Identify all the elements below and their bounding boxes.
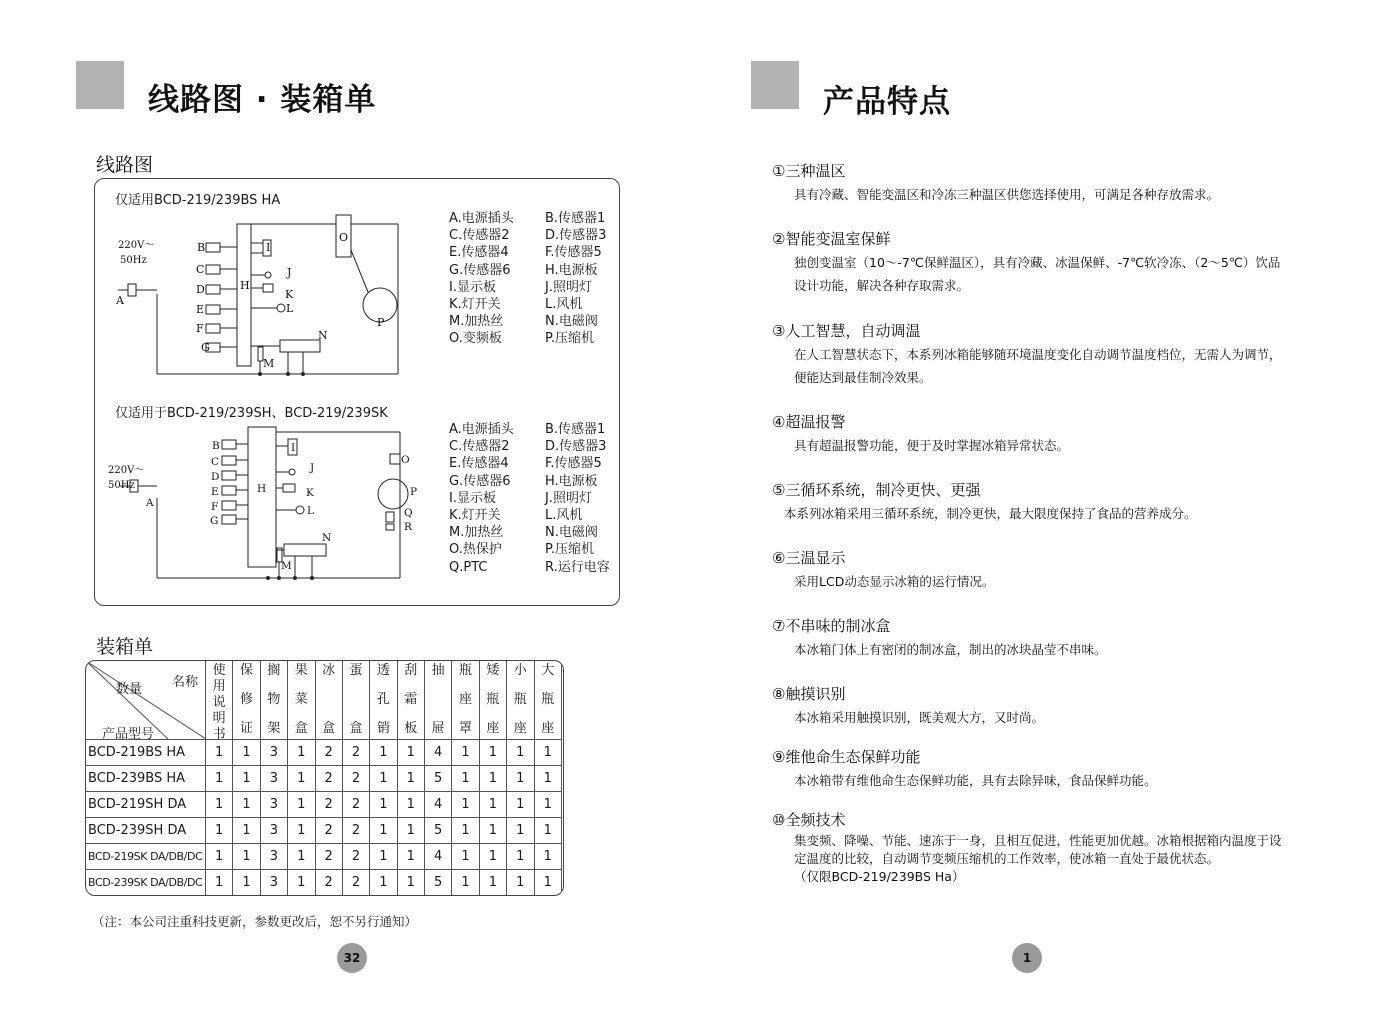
col-header-char: 修 [240, 692, 254, 707]
svg-text:L: L [307, 505, 314, 517]
qty-cell: 1 [206, 740, 233, 766]
col-header-char: 销 [376, 721, 390, 736]
feature-title: ④超温报警 [772, 413, 846, 431]
qty-cell: 2 [342, 818, 369, 844]
qty-cell: 5 [425, 818, 452, 844]
diagram2-voltage: 220V～ [108, 465, 145, 476]
feature-item [772, 411, 1292, 479]
feature-item [772, 683, 1292, 746]
qty-cell: 2 [342, 766, 369, 792]
feature-title: ⑤三循环系统，制冷更快、更强 [772, 481, 981, 499]
qty-cell: 5 [425, 766, 452, 792]
svg-text:G: G [201, 341, 210, 354]
page-title-right: 产品特点 [823, 84, 951, 120]
qty-cell: 2 [342, 792, 369, 818]
compressor-p [378, 479, 408, 509]
qty-cell: 1 [370, 792, 397, 818]
legend-row: O.热保护 P.压缩机 [449, 542, 594, 558]
qty-cell: 1 [507, 870, 534, 896]
svg-text:I: I [266, 241, 271, 254]
packing-table [85, 660, 562, 896]
qty-cell: 1 [534, 766, 562, 792]
qty-cell: 1 [534, 792, 562, 818]
solenoid-n [284, 544, 326, 556]
qty-cell: 2 [315, 844, 342, 870]
qty-cell: 1 [206, 818, 233, 844]
qty-cell: 1 [479, 766, 506, 792]
col-header-char: 使 [212, 663, 226, 678]
col-header-char: 霜 [404, 692, 418, 707]
feature-desc: 在人工智慧状态下，本系列冰箱能够随环境温度变化自动调节温度档位，无需人为调节，便能达到最佳制冷效果。 [794, 347, 1282, 385]
qty-cell: 1 [507, 740, 534, 766]
qty-cell: 1 [534, 740, 562, 766]
col-header-char: 证 [240, 721, 254, 736]
col-header-char: 说 [212, 695, 226, 710]
model-cell: BCD-239BS HA [86, 766, 206, 792]
col-header [397, 661, 424, 740]
qty-cell: 3 [260, 818, 287, 844]
svg-text:M: M [281, 560, 292, 572]
qty-cell: 2 [315, 870, 342, 896]
feature-item [772, 547, 1292, 615]
qty-cell: 1 [370, 766, 397, 792]
col-header-char: 抽 [431, 663, 445, 678]
qty-cell: 1 [397, 870, 424, 896]
svg-text:D: D [196, 283, 205, 296]
legend-row: A.电源插头 B.传感器1 [449, 211, 606, 226]
legend-row: E.传感器4 F.传感器5 [449, 456, 602, 472]
model-cell: BCD-219BS HA [86, 740, 206, 766]
feature-item [772, 320, 1292, 411]
col-header-char: 架 [267, 721, 281, 736]
col-header-char: 用 [212, 679, 226, 694]
qty-cell: 1 [397, 740, 424, 766]
diagram2-legend [449, 421, 610, 576]
feature-desc: 具有超温报警功能，便于及时掌握冰箱异常状态。 [794, 438, 1070, 453]
table-row [86, 870, 562, 896]
col-header [479, 661, 506, 740]
svg-text:A: A [146, 497, 154, 509]
qty-cell: 1 [507, 792, 534, 818]
corner-qty: 数量 [116, 682, 143, 697]
svg-text:F: F [211, 501, 219, 513]
legend-row: E.传感器4 F.传感器5 [449, 245, 602, 261]
col-header-char: 蛋 [349, 663, 363, 678]
feature-desc: 本冰箱门体上有密闭的制冰盒，制出的冰块晶莹不串味。 [794, 642, 1107, 657]
diagram1-applies-to: 仅适用BCD-219/239BS HA [115, 193, 281, 208]
col-header-char: 座 [513, 721, 527, 736]
table-row [86, 792, 562, 818]
wiring-heading: 线路图 [96, 154, 154, 176]
qty-cell: 4 [425, 792, 452, 818]
legend-row: Q.PTC R.运行电容 [449, 559, 610, 575]
model-cell: BCD-239SH DA [86, 818, 206, 844]
qty-cell: 1 [507, 766, 534, 792]
col-header [425, 661, 452, 740]
col-header-char: 座 [486, 721, 500, 736]
qty-cell: 1 [534, 844, 562, 870]
svg-text:P: P [410, 486, 418, 498]
legend-row: G.传感器6 H.电源板 [449, 262, 598, 278]
qty-cell: 1 [288, 844, 315, 870]
qty-cell: 1 [206, 766, 233, 792]
col-header-char: 矮 [486, 663, 500, 678]
qty-cell: 1 [233, 844, 260, 870]
col-header [233, 661, 260, 740]
qty-cell: 1 [288, 740, 315, 766]
capacitor-r [386, 524, 394, 530]
ptc-q [386, 512, 394, 522]
col-header-char: 小 [513, 663, 527, 678]
svg-text:J: J [310, 462, 315, 474]
col-header-char: 搁 [267, 663, 281, 678]
title-block-left [76, 61, 124, 109]
feature-item [772, 615, 1292, 683]
qty-cell: 2 [315, 818, 342, 844]
svg-text:I: I [291, 442, 296, 454]
col-header-char: 座 [541, 721, 555, 736]
svg-text:E: E [196, 303, 205, 316]
diagram1-legend [449, 210, 606, 348]
svg-text:Q: Q [404, 507, 413, 519]
feature-item [772, 809, 1292, 886]
page-number-right: 1 [1012, 943, 1042, 973]
qty-cell: 1 [479, 844, 506, 870]
qty-cell: 2 [315, 766, 342, 792]
qty-cell: 4 [425, 844, 452, 870]
qty-cell: 1 [206, 844, 233, 870]
qty-cell: 2 [315, 740, 342, 766]
solenoid-n [280, 340, 320, 352]
svg-text:A: A [116, 294, 124, 307]
col-header-char: 冰 [322, 663, 336, 678]
feature-title: ⑦不串味的制冰盒 [772, 617, 891, 635]
col-header-char: 菜 [294, 692, 308, 707]
legend-row: O.变频板 P.压缩机 [449, 331, 594, 347]
svg-text:R: R [404, 521, 412, 533]
corner-name: 名称 [172, 675, 199, 690]
feature-extra: （仅限BCD-219/239BS Ha） [794, 869, 965, 884]
qty-cell: 1 [370, 740, 397, 766]
col-header-char: 屉 [431, 721, 445, 736]
power-board-h [248, 427, 276, 567]
col-header [507, 661, 534, 740]
qty-cell: 1 [507, 818, 534, 844]
qty-cell: 1 [452, 740, 479, 766]
svg-text:J: J [287, 266, 292, 279]
col-header-char: 盒 [349, 721, 363, 736]
qty-cell: 1 [288, 818, 315, 844]
svg-text:H: H [240, 279, 250, 292]
table-header-row [86, 661, 562, 740]
feature-item [772, 228, 1292, 320]
note: （注：本公司注重科技更新，参数更改后，恕不另行通知） [92, 914, 418, 929]
svg-text:N: N [322, 532, 332, 544]
col-header-char: 物 [267, 692, 281, 707]
col-header [534, 661, 562, 740]
qty-cell: 1 [233, 766, 260, 792]
col-header-char: 瓶 [513, 692, 527, 707]
diagram1-freq: 50Hz [120, 255, 147, 266]
feature-desc: 集变频、降噪、节能、速冻于一身，且相互促进，性能更加优越。冰箱根据箱内温度于设定温度的比较，自动调节变频压缩机的工作效率，使冰箱一直处于最优状态。 [794, 833, 1282, 866]
corner-model: 产品型号 [102, 727, 155, 742]
col-header-char: 盒 [294, 721, 308, 736]
svg-text:H: H [257, 483, 267, 495]
qty-cell: 1 [534, 818, 562, 844]
qty-cell: 1 [397, 766, 424, 792]
feature-title: ⑥三温显示 [772, 549, 846, 567]
qty-cell: 1 [288, 792, 315, 818]
svg-text:P: P [377, 316, 385, 329]
feature-desc: 独创变温室（10～-7℃保鲜温区），具有冷藏、冰温保鲜、-7℃软冷冻、（2～5℃）饮品设计功能，解决各种存取需求。 [794, 255, 1281, 293]
diagram2-applies-to: 仅适用于BCD-219/239SH、BCD-219/239SK [115, 406, 388, 421]
col-header-char: 保 [240, 663, 254, 678]
col-header [342, 661, 369, 740]
legend-row: K.灯开关 L.风机 [449, 297, 583, 313]
feature-desc: 本系列冰箱采用三循环系统，制冷更快，最大限度保持了食品的营养成分。 [784, 506, 1197, 521]
qty-cell: 1 [370, 870, 397, 896]
col-header [452, 661, 479, 740]
qty-cell: 3 [260, 870, 287, 896]
diagram2-freq: 50Hz [108, 480, 135, 491]
qty-cell: 1 [233, 870, 260, 896]
svg-text:B: B [197, 241, 206, 254]
title-block-right [751, 61, 799, 109]
col-header-char: 瓶 [541, 692, 555, 707]
svg-text:K: K [306, 487, 314, 499]
qty-cell: 3 [260, 844, 287, 870]
col-header-char: 孔 [376, 692, 390, 707]
col-header [206, 661, 233, 740]
qty-cell: 1 [370, 818, 397, 844]
feature-item [772, 746, 1292, 809]
svg-text:C: C [211, 456, 220, 468]
qty-cell: 2 [342, 870, 369, 896]
legend-row: C.传感器2 D.传感器3 [449, 228, 607, 244]
svg-text:B: B [212, 440, 220, 452]
qty-cell: 1 [534, 870, 562, 896]
qty-cell: 1 [288, 766, 315, 792]
qty-cell: 1 [452, 792, 479, 818]
col-header-char: 罩 [459, 721, 473, 736]
feature-title: ①三种温区 [772, 162, 846, 180]
qty-cell: 1 [479, 818, 506, 844]
feature-title: ⑩全频技术 [772, 811, 846, 829]
qty-cell: 1 [206, 792, 233, 818]
col-header-char: 瓶 [486, 692, 500, 707]
qty-cell: 3 [260, 740, 287, 766]
qty-cell: 1 [479, 740, 506, 766]
col-header-char: 刮 [404, 663, 418, 678]
qty-cell: 4 [425, 740, 452, 766]
qty-cell: 1 [452, 844, 479, 870]
table-row [86, 766, 562, 792]
qty-cell: 1 [397, 844, 424, 870]
feature-desc: 采用LCD动态显示冰箱的运行情况。 [794, 574, 995, 589]
feature-desc: 本冰箱带有维他命生态保鲜功能，具有去除异味，食品保鲜功能。 [794, 773, 1157, 788]
qty-cell: 1 [233, 818, 260, 844]
feature-item [772, 479, 1292, 547]
svg-text:E: E [211, 486, 219, 498]
svg-text:M: M [263, 357, 275, 370]
packing-heading: 装箱单 [96, 636, 154, 658]
svg-text:N: N [318, 329, 328, 342]
table-row [86, 844, 562, 870]
qty-cell: 1 [206, 870, 233, 896]
svg-text:K: K [285, 288, 294, 301]
col-header [260, 661, 287, 740]
svg-text:G: G [210, 515, 219, 527]
legend-row: C.传感器2 D.传感器3 [449, 439, 607, 455]
qty-cell: 1 [479, 792, 506, 818]
qty-cell: 1 [479, 870, 506, 896]
page-title-left: 线路图 · 装箱单 [148, 82, 377, 118]
packing-table-wrap [85, 660, 564, 896]
col-header-char: 明 [212, 711, 226, 726]
qty-cell: 3 [260, 766, 287, 792]
legend-row: I.显示板 J.照明灯 [449, 490, 592, 506]
legend-row: I.显示板 J.照明灯 [449, 279, 592, 295]
table-row [86, 818, 562, 844]
qty-cell: 1 [397, 818, 424, 844]
col-header-char: 盒 [322, 721, 336, 736]
legend-row: G.传感器6 H.电源板 [449, 473, 598, 489]
col-header-char: 座 [459, 692, 473, 707]
wiring-diagram-2 [100, 424, 420, 584]
col-header-char: 果 [294, 663, 308, 678]
feature-desc: 具有冷藏、智能变温区和冷冻三种温区供您选择使用，可满足各种存放需求。 [794, 187, 1220, 202]
feature-title: ⑧触摸识别 [772, 685, 846, 703]
qty-cell: 1 [233, 792, 260, 818]
qty-cell: 1 [452, 818, 479, 844]
features-list [772, 160, 1292, 886]
col-header-char: 板 [404, 721, 418, 736]
model-cell: BCD-219SK DA/DB/DC [86, 844, 206, 870]
qty-cell: 1 [370, 844, 397, 870]
model-cell: BCD-239SK DA/DB/DC [86, 870, 206, 896]
qty-cell: 5 [425, 870, 452, 896]
col-header [288, 661, 315, 740]
qty-cell: 2 [342, 844, 369, 870]
svg-text:D: D [211, 471, 220, 483]
diagram1-voltage: 220V～ [118, 240, 155, 251]
svg-text:L: L [286, 302, 294, 315]
col-header-char: 书 [212, 727, 226, 742]
qty-cell: 2 [342, 740, 369, 766]
qty-cell: 2 [315, 792, 342, 818]
power-board-h [237, 224, 251, 366]
qty-cell: 1 [288, 870, 315, 896]
qty-cell: 1 [507, 844, 534, 870]
legend-row: M.加热丝 N.电磁阀 [449, 525, 598, 541]
thermal-protector-o [390, 454, 400, 464]
qty-cell: 1 [452, 766, 479, 792]
feature-title: ③人工智慧，自动调温 [772, 322, 921, 340]
col-header-char: 大 [541, 663, 555, 678]
svg-text:F: F [196, 322, 204, 335]
page-number-left: 32 [337, 943, 367, 973]
model-cell: BCD-219SH DA [86, 792, 206, 818]
qty-cell: 3 [260, 792, 287, 818]
legend-row: K.灯开关 L.风机 [449, 508, 583, 524]
table-row [86, 740, 562, 766]
svg-text:O: O [401, 454, 410, 466]
table-corner-cell [86, 661, 206, 740]
col-header-char: 瓶 [459, 663, 473, 678]
wiring-diagram-1 [108, 210, 408, 380]
feature-desc: 本冰箱采用触摸识别，既美观大方，又时尚。 [794, 710, 1045, 725]
qty-cell: 1 [397, 792, 424, 818]
feature-title: ⑨维他命生态保鲜功能 [772, 748, 921, 766]
svg-text:C: C [196, 263, 205, 276]
legend-row: M.加热丝 N.电磁阀 [449, 314, 598, 330]
col-header [370, 661, 397, 740]
col-header [315, 661, 342, 740]
qty-cell: 1 [233, 740, 260, 766]
legend-row: A.电源插头 B.传感器1 [449, 422, 606, 437]
col-header-char: 透 [376, 663, 390, 678]
svg-text:O: O [339, 231, 349, 244]
feature-item [772, 160, 1292, 228]
feature-title: ②智能变温室保鲜 [772, 230, 891, 248]
qty-cell: 1 [452, 870, 479, 896]
